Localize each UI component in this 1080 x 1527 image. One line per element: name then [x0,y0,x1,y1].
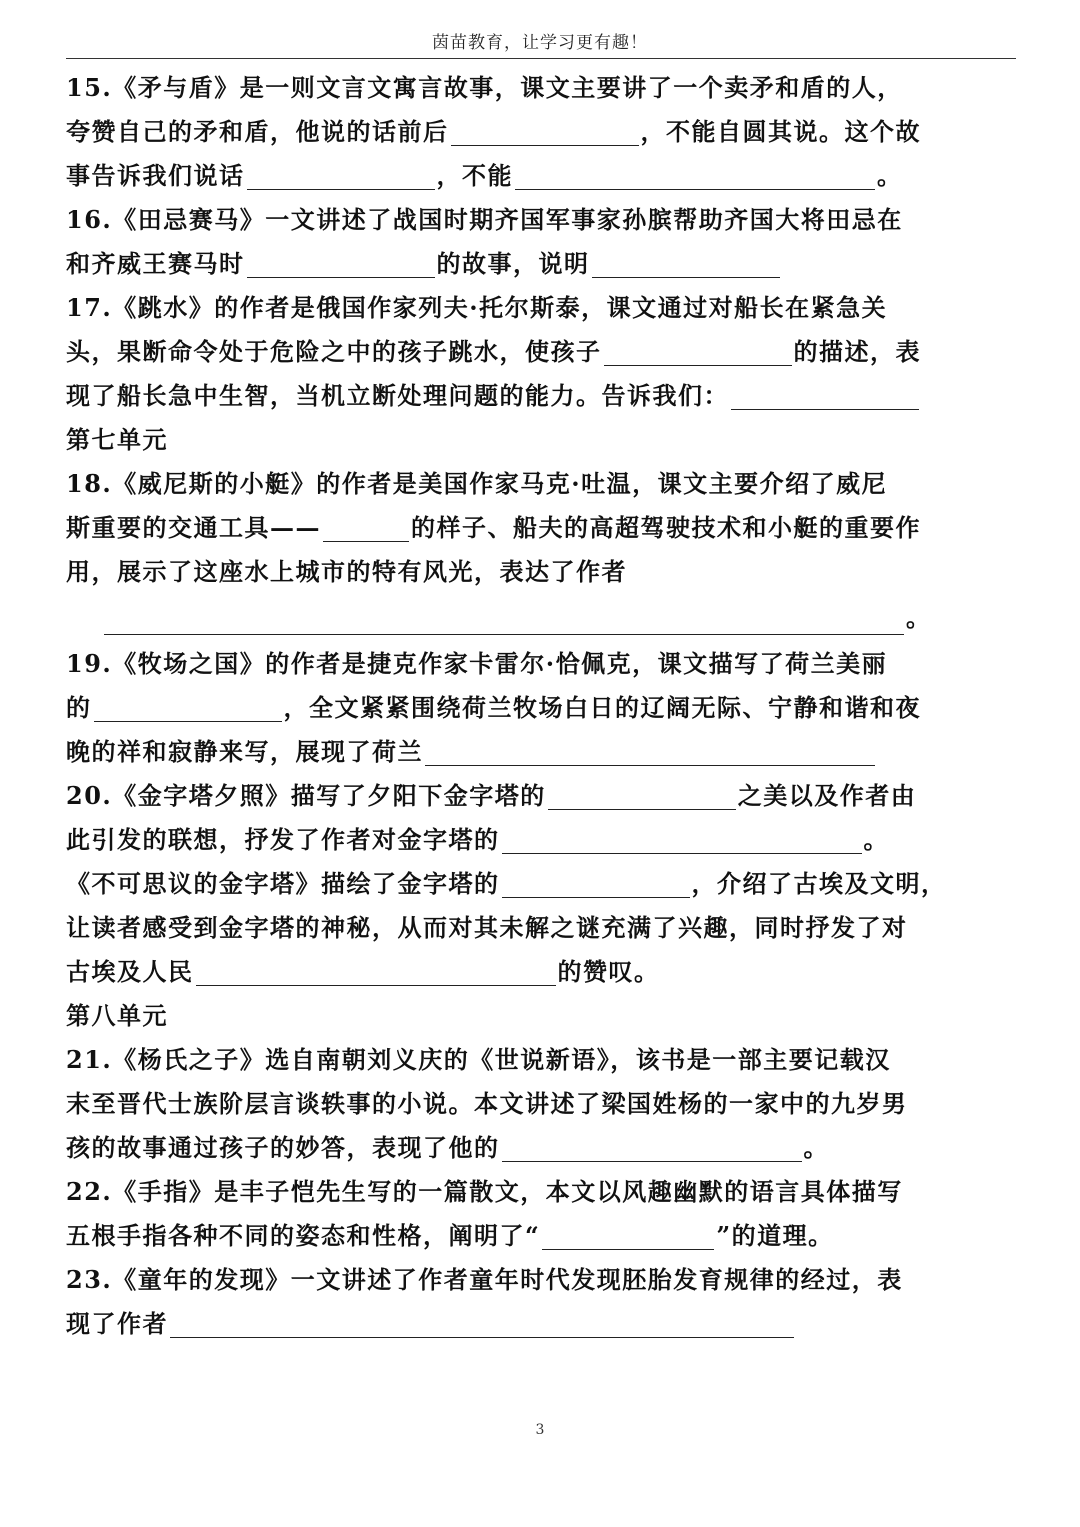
q22-line-2: 五根手指各种不同的姿态和性格，阐明了“ ”的道理。 [66,1221,834,1250]
q16-line-1: 16.《田忌赛马》一文讲述了战国时期齐国军事家孙膑帮助齐国大将田忌在 [66,205,903,234]
answer-blank[interactable] [247,247,435,278]
answer-blank[interactable] [731,379,919,410]
q18-line-3: 用，展示了这座水上城市的特有风光，表达了作者 [66,557,627,586]
page-header: 茵苗教育，让学习更有趣！ [432,33,648,53]
q15-line-3: 事告诉我们说话 ，不能 。 [66,161,903,190]
answer-blank[interactable] [323,511,409,542]
answer-blank[interactable] [196,955,556,986]
answer-blank[interactable] [548,779,736,810]
answer-blank[interactable] [170,1307,794,1338]
q21-line-2: 末至晋代士族阶层言谈轶事的小说。本文讲述了梁国姓杨的一家中的九岁男 [66,1089,908,1118]
q22-line-1: 22.《手指》是丰子恺先生写的一篇散文，本文以风趣幽默的语言具体描写 [66,1177,903,1206]
q20-line-3: 《不可思议的金字塔》描绘了金字塔的 ，介绍了古埃及文明， [66,869,947,898]
q19-line-2: 的 ，全文紧紧围绕荷兰牧场白日的辽阔无际、宁静和谐和夜 [66,693,921,722]
answer-blank[interactable] [451,115,639,146]
q15-line-2: 夸赞自己的矛和盾，他说的话前后 ，不能自圆其说。这个故 [66,117,921,146]
q19-line-1: 19.《牧场之国》的作者是捷克作家卡雷尔·恰佩克，课文描写了荷兰美丽 [66,649,888,678]
q16-line-2: 和齐威王赛马时 的故事，说明 [66,242,1016,286]
q18-line-4: 。 [66,594,1016,642]
answer-blank[interactable] [542,1219,714,1250]
q20-line-1: 20.《金字塔夕照》描写了夕阳下金字塔的 之美以及作者由 [66,781,917,810]
unit-7-heading: 第七单元 [66,425,168,454]
q23-line-1: 23.《童年的发现》一文讲述了作者童年时代发现胚胎发育规律的经过，表 [66,1265,903,1294]
answer-blank[interactable] [502,867,690,898]
q19-line-3: 晚的祥和寂静来写，展现了荷兰 [66,730,1016,774]
answer-blank[interactable] [247,159,435,190]
q17-line-2: 头，果断命令处于危险之中的孩子跳水，使孩子 的描述，表 [66,337,921,366]
q17-line-3: 现了船长急中生智，当机立断处理问题的能力。告诉我们： [66,374,1016,418]
header-rule [66,58,1016,59]
page-number: 3 [535,1422,545,1438]
q21-line-1: 21.《杨氏之子》选自南朝刘义庆的《世说新语》，该书是一部主要记载汉 [66,1045,891,1074]
q18-line-1: 18.《威尼斯的小艇》的作者是美国作家马克·吐温，课文主要介绍了威尼 [66,469,888,498]
worksheet-body [66,66,1016,1346]
q15-line-1: 15.《矛与盾》是一则文言文寓言故事，课文主要讲了一个卖矛和盾的人， [66,73,903,102]
answer-blank[interactable] [604,335,792,366]
answer-blank[interactable] [502,823,862,854]
q20-line-5: 古埃及人民 的赞叹。 [66,957,660,986]
q23-line-2: 现了作者 [66,1302,1016,1346]
q21-line-3: 孩的故事通过孩子的妙答，表现了他的 。 [66,1133,829,1162]
answer-blank[interactable] [104,604,904,635]
answer-blank[interactable] [425,735,875,766]
q20-line-4: 让读者感受到金字塔的神秘，从而对其未解之谜充满了兴趣，同时抒发了对 [66,913,908,942]
answer-blank[interactable] [592,247,780,278]
answer-blank[interactable] [94,691,282,722]
q17-line-1: 17.《跳水》的作者是俄国作家列夫·托尔斯泰，课文通过对船长在紧急关 [66,293,888,322]
unit-8-heading: 第八单元 [66,1001,168,1030]
q18-line-2: 斯重要的交通工具—— 的样子、船夫的高超驾驶技术和小艇的重要作 [66,513,921,542]
q20-line-2: 此引发的联想，抒发了作者对金字塔的 。 [66,825,889,854]
answer-blank[interactable] [502,1131,802,1162]
answer-blank[interactable] [515,159,875,190]
